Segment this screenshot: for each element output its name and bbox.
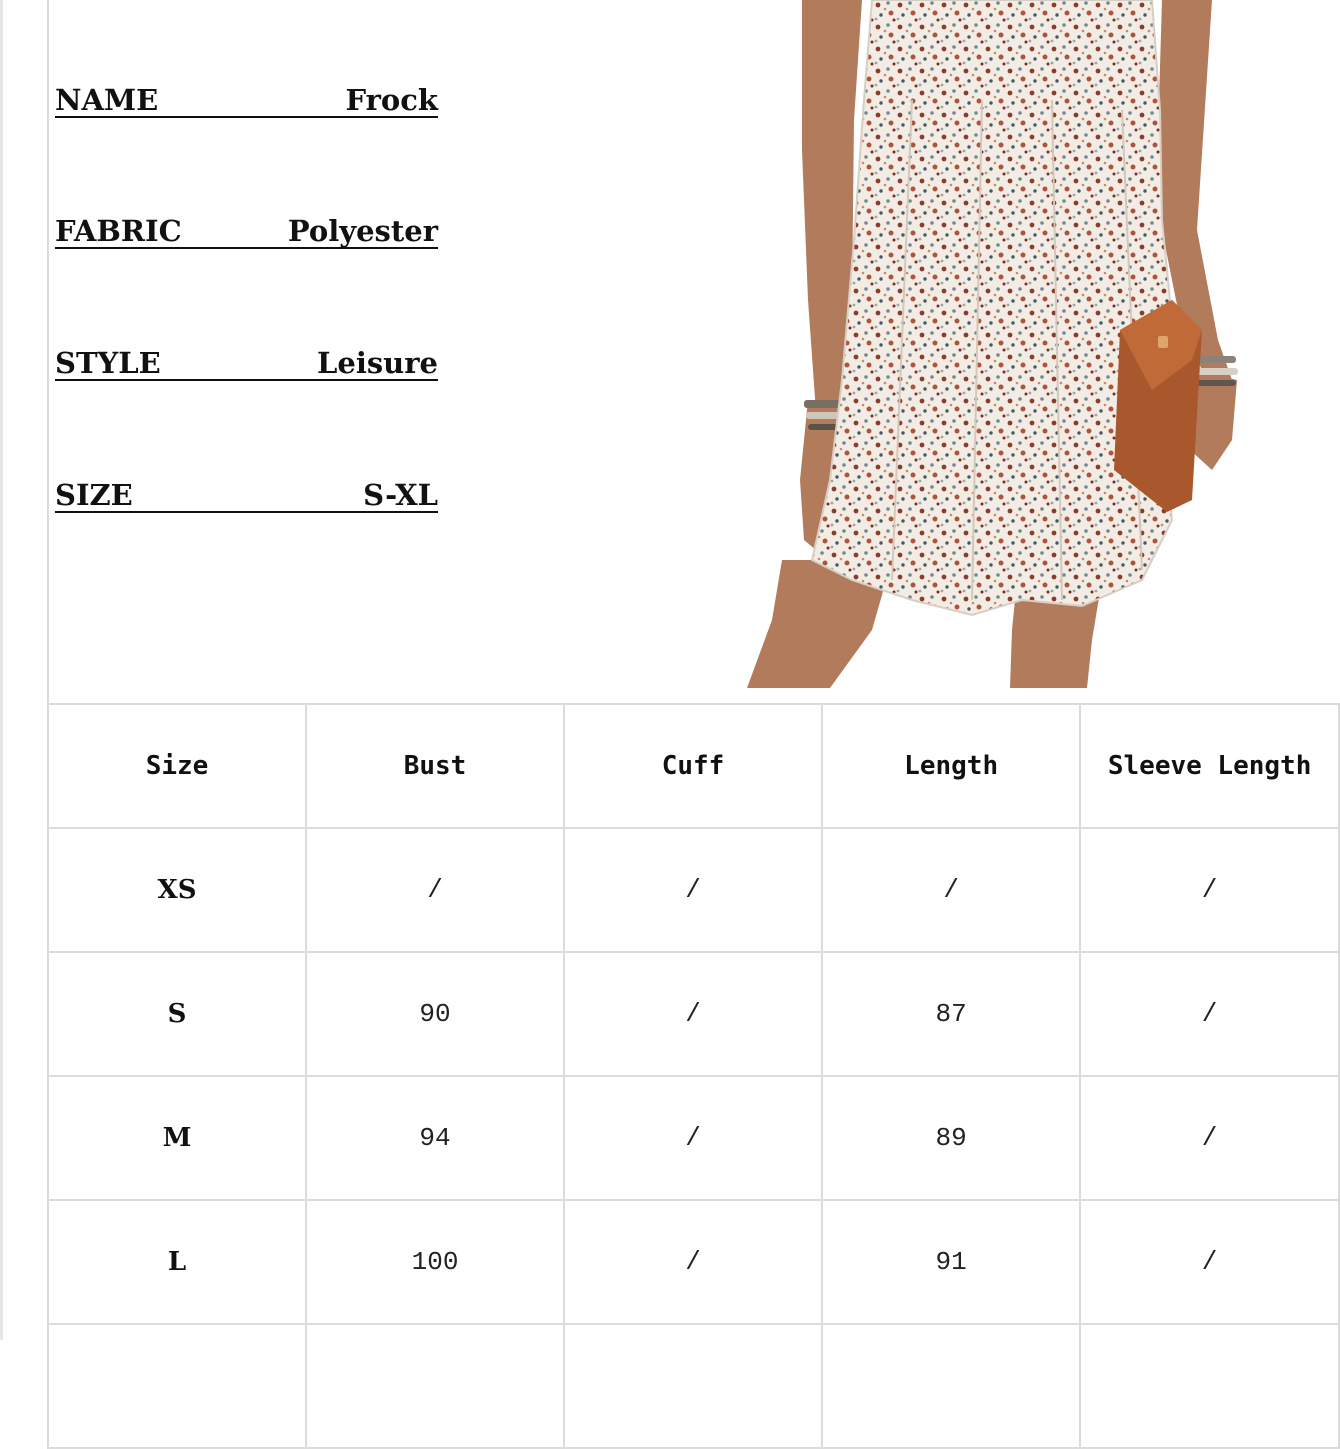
table-row xyxy=(48,828,1339,952)
table-row xyxy=(48,1076,1339,1200)
table-row xyxy=(48,1324,1339,1448)
cell-size xyxy=(48,1324,306,1448)
cell-sleeve-length: / xyxy=(1080,1076,1339,1200)
size-chart-table xyxy=(47,703,1340,1449)
spec-label: STYLE xyxy=(55,346,161,380)
cell-length: 87 xyxy=(822,952,1080,1076)
spec-row-style xyxy=(55,347,438,381)
cell-sleeve-length xyxy=(1080,1324,1339,1448)
cell-size: XS xyxy=(48,828,306,952)
spec-value: S-XL xyxy=(363,478,438,512)
spec-label: NAME xyxy=(55,83,159,117)
spec-label: FABRIC xyxy=(55,214,182,248)
cell-cuff: / xyxy=(564,1076,822,1200)
cell-length: 91 xyxy=(822,1200,1080,1324)
spec-row-size xyxy=(55,479,438,513)
cell-bust xyxy=(306,1324,564,1448)
cell-bust: 94 xyxy=(306,1076,564,1200)
product-photo xyxy=(742,0,1282,688)
cell-length: 89 xyxy=(822,1076,1080,1200)
spec-value: Polyester xyxy=(287,214,438,248)
page-left-border xyxy=(0,0,3,1340)
table-row xyxy=(48,1200,1339,1324)
header-bust: Bust xyxy=(306,704,564,828)
cell-cuff: / xyxy=(564,952,822,1076)
cell-cuff xyxy=(564,1324,822,1448)
cell-sleeve-length: / xyxy=(1080,1200,1339,1324)
cell-bust: 90 xyxy=(306,952,564,1076)
model-dress-illustration xyxy=(742,0,1282,688)
cell-bust: / xyxy=(306,828,564,952)
cell-bust: 100 xyxy=(306,1200,564,1324)
header-cuff: Cuff xyxy=(564,704,822,828)
spec-panel-border xyxy=(47,0,49,704)
cell-length xyxy=(822,1324,1080,1448)
cell-size: M xyxy=(48,1076,306,1200)
table-header-row xyxy=(48,704,1339,828)
cell-sleeve-length: / xyxy=(1080,828,1339,952)
cell-length: / xyxy=(822,828,1080,952)
spec-value: Leisure xyxy=(317,346,438,380)
cell-cuff: / xyxy=(564,1200,822,1324)
header-length: Length xyxy=(822,704,1080,828)
spec-row-fabric xyxy=(55,215,438,249)
spec-value: Frock xyxy=(345,83,438,117)
cell-size: L xyxy=(48,1200,306,1324)
cell-sleeve-length: / xyxy=(1080,952,1339,1076)
header-size: Size xyxy=(48,704,306,828)
cell-size: S xyxy=(48,952,306,1076)
table-row xyxy=(48,952,1339,1076)
cell-cuff: / xyxy=(564,828,822,952)
spec-row-name xyxy=(55,84,438,118)
header-sleeve-length: Sleeve Length xyxy=(1080,704,1339,828)
spec-label: SIZE xyxy=(55,478,133,512)
